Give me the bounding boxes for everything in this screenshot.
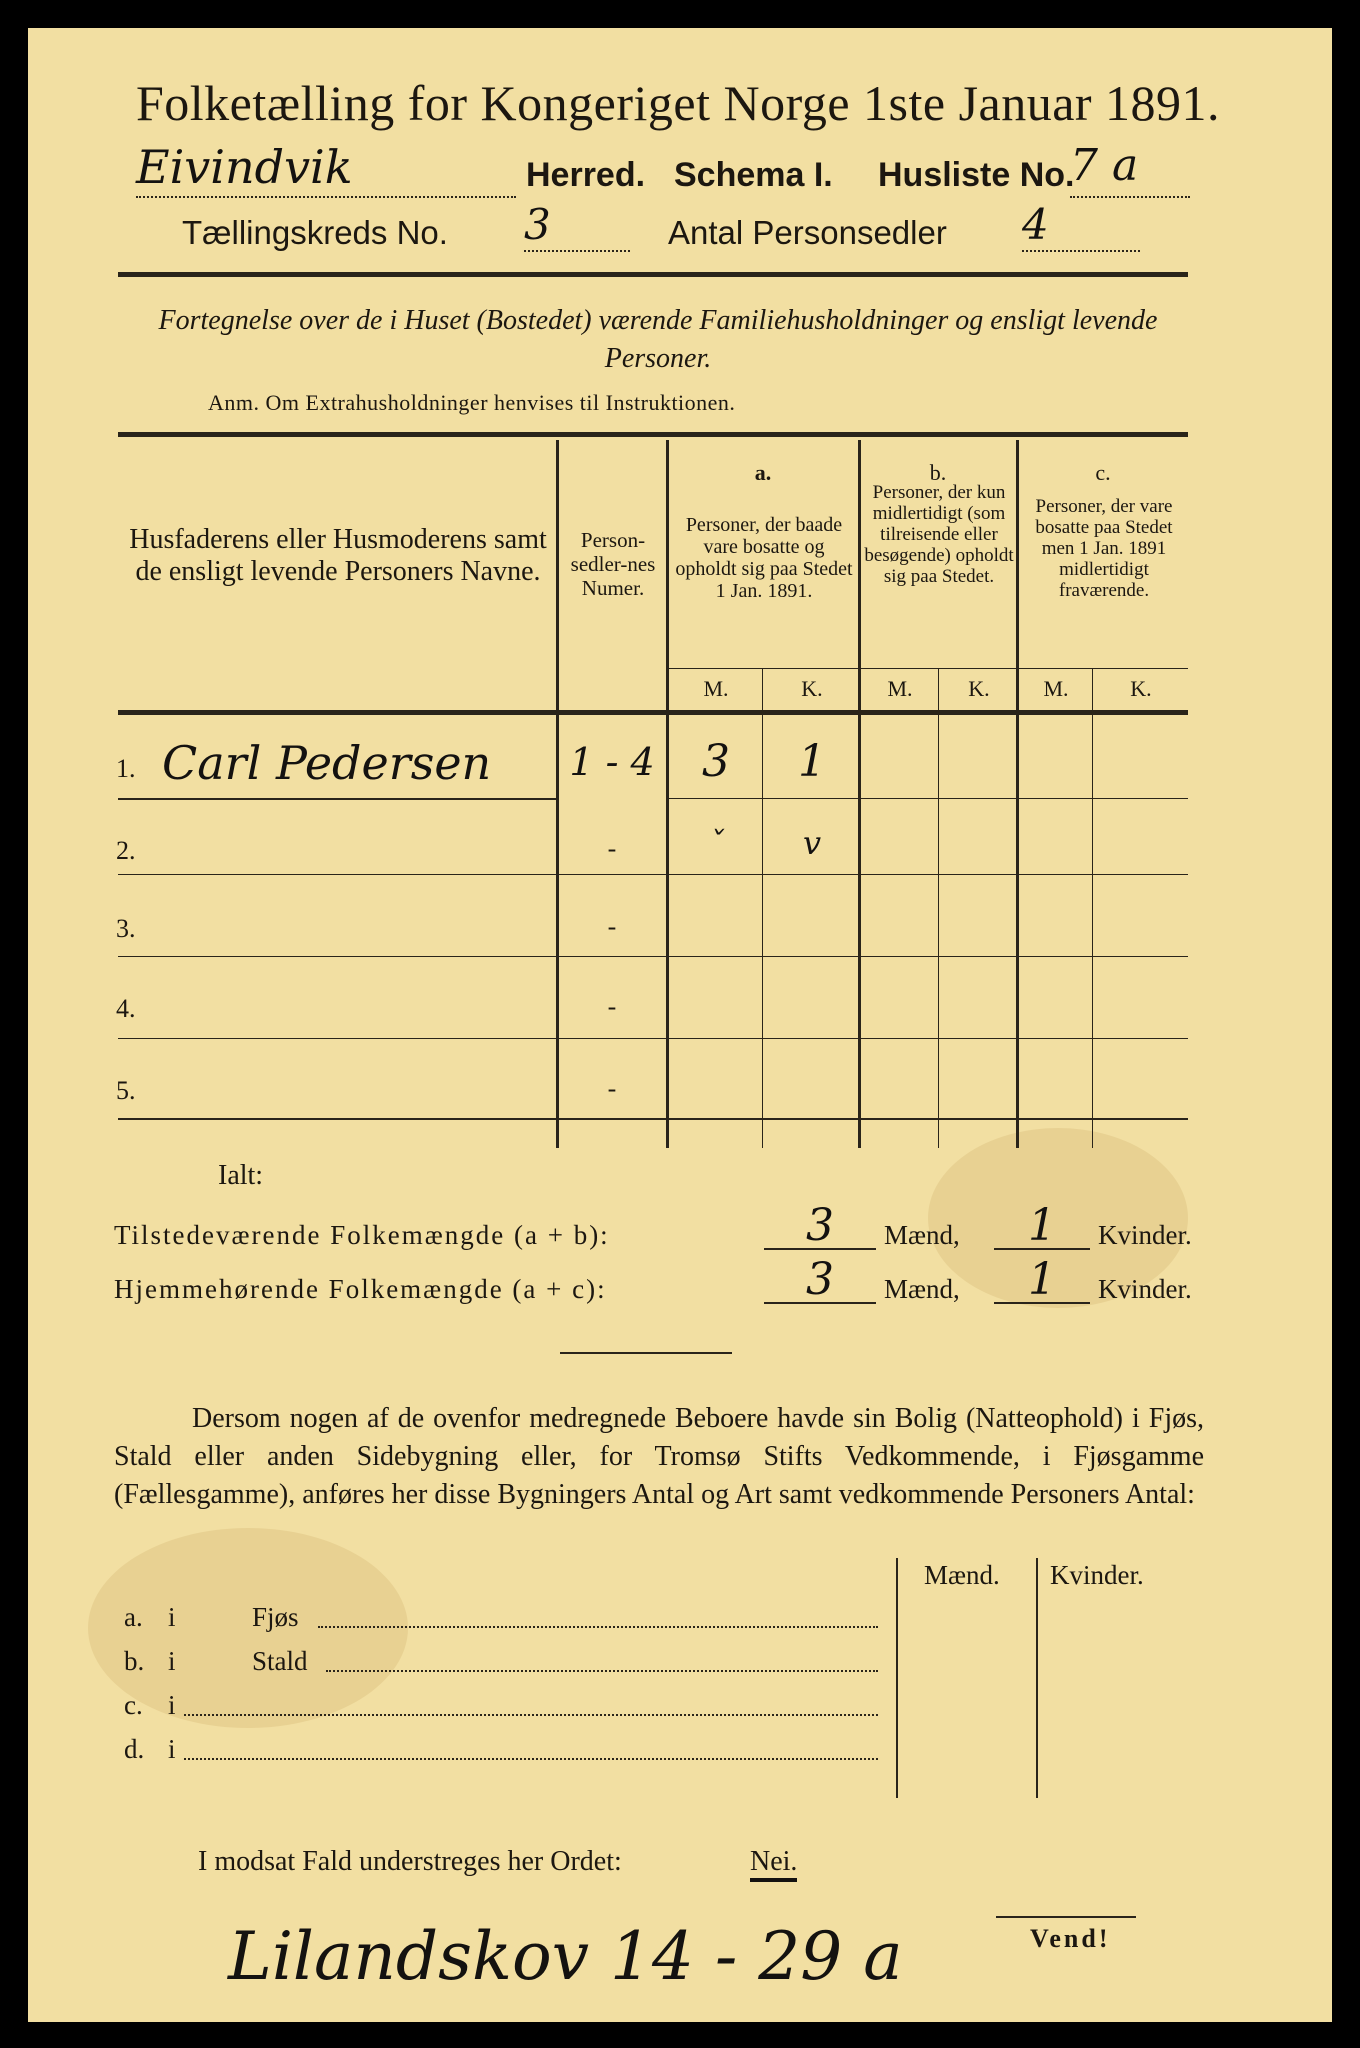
row-rule bbox=[668, 798, 1188, 799]
mk-rule bbox=[668, 668, 1188, 669]
footer-handwritten: Lilandskov 14 - 29 a bbox=[228, 1918, 903, 1995]
tilstede-label: Tilstedeværende Folkemængde (a + b): bbox=[114, 1220, 610, 1250]
tilstede-maend: 3 bbox=[764, 1200, 876, 1250]
table-head-rule bbox=[118, 710, 1188, 715]
col-num-header: Person-sedler-nes Numer. bbox=[570, 528, 656, 600]
header-rule bbox=[118, 272, 1188, 277]
col-divider bbox=[1016, 440, 1019, 1148]
herred-label: Herred. bbox=[526, 156, 646, 194]
buildings-divider bbox=[896, 1558, 898, 1798]
col-c-header: Personer, der vare bosatte paa Stedet men 1 Jan. 1891 midlertidigt fraværende. bbox=[1035, 496, 1173, 601]
intro-description: Fortegnelse over de i Huset (Bostedet) værende Familiehusholdninger og ensligt levende Personer. bbox=[158, 305, 1158, 374]
row-sedler: - bbox=[607, 1074, 617, 1103]
building-row-i: i bbox=[168, 1690, 176, 1720]
row-rule bbox=[118, 874, 1188, 875]
building-row-label: Fjøs bbox=[252, 1602, 299, 1632]
buildings-maend-header: Mænd. bbox=[924, 1560, 1000, 1590]
building-row-dots bbox=[184, 1758, 878, 1760]
form-title: Folketælling for Kongeriget Norge 1ste Januar 1891. bbox=[135, 75, 1221, 131]
col-c-k-label: K. bbox=[1130, 676, 1152, 701]
kreds-label: Tællingskreds No. bbox=[182, 214, 448, 251]
maend-word: Mænd, bbox=[884, 1274, 960, 1304]
kvinder-word: Kvinder. bbox=[1098, 1220, 1192, 1250]
building-row-label: Stald bbox=[252, 1646, 308, 1676]
maend-word: Mænd, bbox=[884, 1220, 960, 1250]
row-rule bbox=[118, 798, 556, 800]
schema-label: Schema I. bbox=[674, 156, 833, 194]
buildings-divider bbox=[1036, 1558, 1038, 1798]
row-number: 5. bbox=[116, 1076, 136, 1105]
col-c-letter: c. bbox=[1095, 460, 1111, 485]
col-name-header: Husfaderens eller Husmoderens samt de ensligt levende Personers Navne. bbox=[129, 524, 547, 587]
building-row-dots bbox=[326, 1670, 878, 1672]
husliste-value: 7 a bbox=[1070, 140, 1190, 198]
nei-text: I modsat Fald understreges her Ordet: bbox=[198, 1846, 622, 1877]
buildings-kvinder-header: Kvinder. bbox=[1050, 1560, 1144, 1590]
col-a-k-label: K. bbox=[801, 676, 823, 701]
antal-value: 4 bbox=[1022, 200, 1140, 252]
hjemme-label: Hjemmehørende Folkemængde (a + c): bbox=[114, 1274, 607, 1304]
building-row-dots bbox=[318, 1626, 878, 1628]
row-sedler: 1 - 4 bbox=[569, 740, 655, 784]
hjemme-maend: 3 bbox=[764, 1254, 876, 1304]
col-divider bbox=[666, 440, 669, 1148]
husliste-label: Husliste No. bbox=[878, 156, 1075, 194]
ialt-label: Ialt: bbox=[218, 1160, 264, 1191]
intro-note: Anm. Om Extrahusholdninger henvises til Instruktionen. bbox=[208, 390, 736, 415]
col-divider bbox=[858, 440, 861, 1148]
row-number: 3. bbox=[116, 914, 136, 943]
row-sedler: - bbox=[607, 912, 617, 941]
building-row-letter: d. bbox=[124, 1734, 145, 1764]
col-b-m-label: M. bbox=[887, 676, 913, 701]
building-row-letter: b. bbox=[124, 1646, 145, 1676]
row-number: 2. bbox=[116, 836, 136, 865]
col-a-letter: a. bbox=[754, 460, 772, 485]
row-a-k: 1 bbox=[798, 736, 826, 787]
row-sedler: - bbox=[607, 834, 617, 863]
mk-divider bbox=[1092, 668, 1093, 1148]
col-b-letter: b. bbox=[929, 460, 947, 485]
col-a-header: Personer, der baade vare bosatte og opholdt sig paa Stedet 1 Jan. 1891. bbox=[675, 514, 853, 602]
nei-word: Nei. bbox=[750, 1846, 797, 1882]
buildings-paragraph: Dersom nogen af de ovenfor medregnede Beboere havde sin Bolig (Natteophold) i Fjøs, Stald eller anden Sidebygning eller, for Tromsø Stifts Vedkommende, i Fjøsgamme (Fællesgamme), anføres her disse Bygningers Antal og Art samt vedkommende Personers Antal: bbox=[114, 1403, 1204, 1510]
section-divider bbox=[560, 1352, 732, 1354]
row-rule bbox=[118, 956, 1188, 957]
building-row-i: i bbox=[168, 1734, 176, 1764]
row-a-m: ˇ bbox=[708, 824, 724, 862]
building-row-i: i bbox=[168, 1602, 176, 1632]
table-bottom-rule bbox=[118, 1118, 1188, 1120]
row-sedler: - bbox=[607, 992, 617, 1021]
table-top-rule bbox=[118, 432, 1188, 437]
row-rule bbox=[118, 1038, 1188, 1039]
herred-value: Eivindvik bbox=[136, 140, 516, 198]
building-row-i: i bbox=[168, 1646, 176, 1676]
tilstede-kvinder: 1 bbox=[994, 1200, 1090, 1250]
hjemme-kvinder: 1 bbox=[994, 1254, 1090, 1304]
building-row-dots bbox=[184, 1714, 878, 1716]
col-b-k-label: K. bbox=[968, 676, 990, 701]
row-number: 4. bbox=[116, 994, 136, 1023]
row-number: 1. bbox=[116, 754, 136, 783]
col-b-header: Personer, der kun midlertidigt (som tilreisende eller besøgende) opholdt sig paa Stedet. bbox=[864, 482, 1014, 587]
mk-divider bbox=[938, 668, 939, 1148]
building-row-letter: a. bbox=[124, 1602, 143, 1632]
vend-label: Vend! bbox=[1030, 1924, 1111, 1953]
mk-divider bbox=[762, 668, 763, 1148]
col-divider bbox=[556, 440, 559, 1148]
col-a-m-label: M. bbox=[703, 676, 729, 701]
building-row-letter: c. bbox=[124, 1690, 143, 1720]
row-a-k: v bbox=[802, 824, 822, 862]
col-c-m-label: M. bbox=[1043, 676, 1069, 701]
row-name: Carl Pedersen bbox=[162, 736, 492, 790]
census-form bbox=[28, 28, 1332, 2022]
kvinder-word: Kvinder. bbox=[1098, 1274, 1192, 1304]
antal-label: Antal Personsedler bbox=[668, 214, 947, 251]
row-a-m: 3 bbox=[702, 736, 730, 787]
vend-rule bbox=[996, 1916, 1136, 1918]
kreds-value: 3 bbox=[524, 200, 630, 252]
